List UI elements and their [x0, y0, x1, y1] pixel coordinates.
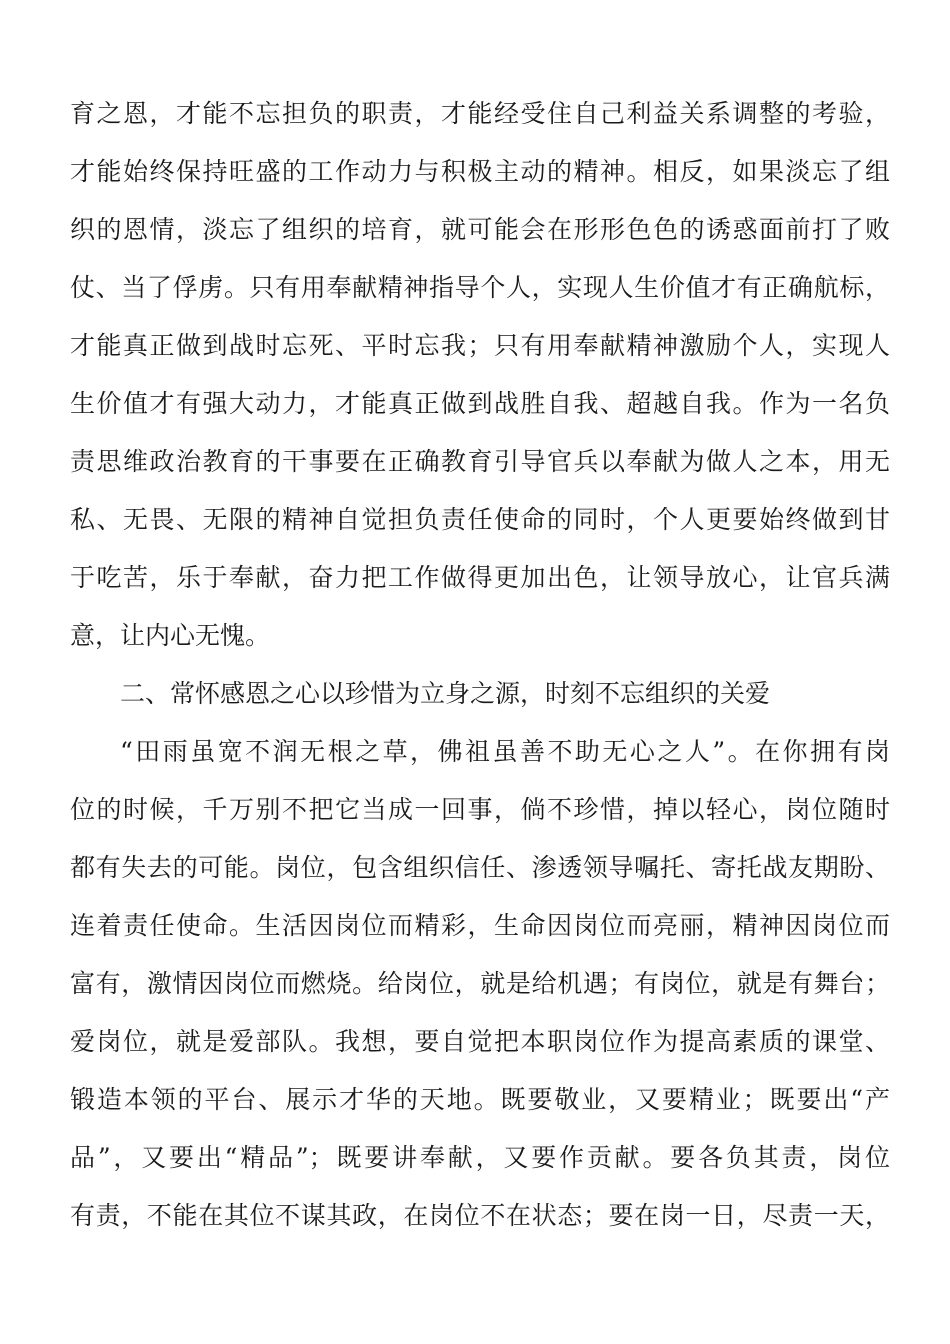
- paragraph-2-line-1: “田雨虽宽不润无根之草，佛祖虽善不助无心之人”。在你拥有岗: [120, 737, 890, 766]
- paragraph-1-line-4: 仗、当了俘虏。只有用奉献精神指导个人，实现人生价值才有正确航标，: [70, 273, 890, 302]
- paragraph-1-line-8: 私、无畏、无限的精神自觉担负责任使命的同时，个人更要始终做到甘: [70, 505, 890, 534]
- paragraph-1-line-1: 育之恩，才能不忘担负的职责，才能经受住自己利益关系调整的考验，: [70, 99, 890, 128]
- paragraph-1-line-9: 于吃苦，乐于奉献，奋力把工作做得更加出色，让领导放心，让官兵满: [70, 563, 890, 592]
- paragraph-2-line-9: 有责，不能在其位不谋其政，在岗位不在状态；要在岗一日，尽责一天，: [70, 1201, 890, 1230]
- paragraph-2-line-3: 都有失去的可能。岗位，包含组织信任、渗透领导嘱托、寄托战友期盼、: [70, 853, 890, 882]
- paragraph-1-line-3: 织的恩情，淡忘了组织的培育，就可能会在形形色色的诱惑面前打了败: [70, 215, 890, 244]
- paragraph-2-line-2: 位的时候，千万别不把它当成一回事，倘不珍惜，掉以轻心，岗位随时: [70, 795, 890, 824]
- paragraph-2-line-4: 连着责任使命。生活因岗位而精彩，生命因岗位而亮丽，精神因岗位而: [70, 911, 890, 940]
- paragraph-2-line-5: 富有，激情因岗位而燃烧。给岗位，就是给机遇；有岗位，就是有舞台；: [70, 969, 890, 998]
- section-heading-2: 二、常怀感恩之心以珍惜为立身之源，时刻不忘组织的关爱: [120, 679, 771, 708]
- paragraph-1-line-5: 才能真正做到战时忘死、平时忘我；只有用奉献精神激励个人，实现人: [70, 331, 890, 360]
- paragraph-1-line-10: 意，让内心无愧。: [70, 621, 271, 650]
- paragraph-2-line-8: 品”，又要出“精品”；既要讲奉献，又要作贡献。要各负其责，岗位: [70, 1143, 890, 1172]
- paragraph-2-line-6: 爱岗位，就是爱部队。我想，要自觉把本职岗位作为提高素质的课堂、: [70, 1027, 890, 1056]
- paragraph-2-line-7: 锻造本领的平台、展示才华的天地。既要敬业，又要精业；既要出“产: [70, 1085, 890, 1114]
- paragraph-1-line-6: 生价值才有强大动力，才能真正做到战胜自我、超越自我。作为一名负: [70, 389, 890, 418]
- paragraph-1-line-7: 责思维政治教育的干事要在正确教育引导官兵以奉献为做人之本，用无: [70, 447, 890, 476]
- paragraph-1-line-2: 才能始终保持旺盛的工作动力与积极主动的精神。相反，如果淡忘了组: [70, 157, 890, 186]
